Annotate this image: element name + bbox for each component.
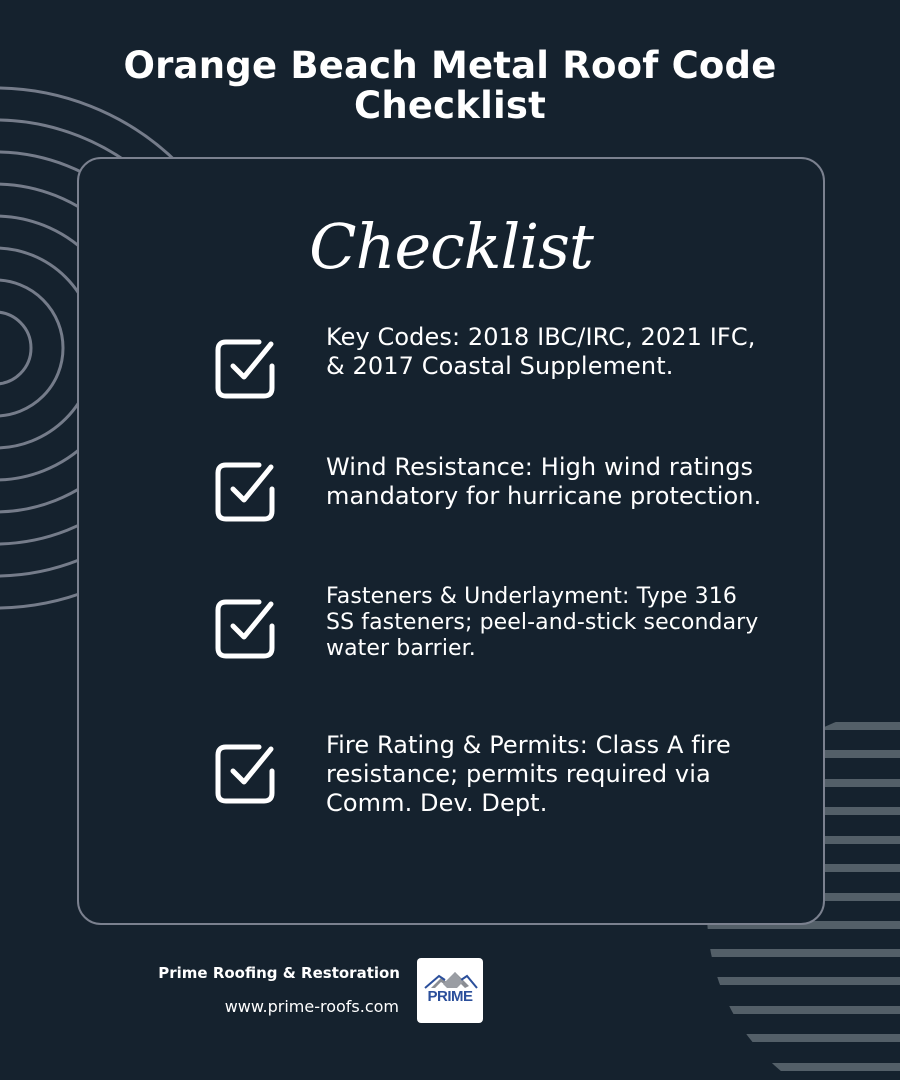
logo-text: PRIME bbox=[427, 988, 473, 1005]
company-logo bbox=[417, 958, 483, 1023]
title-line-2: Checklist bbox=[353, 84, 546, 127]
checklist-item-text: Wind Resistance: High wind ratings mandatory for hurricane protection. bbox=[326, 453, 762, 510]
page-title bbox=[0, 46, 900, 126]
checkbox-checked-icon bbox=[214, 743, 276, 805]
checklist-card bbox=[77, 157, 825, 925]
checklist-item-text: Key Codes: 2018 IBC/IRC, 2021 IFC, & 2017 Coastal Supplement. bbox=[326, 323, 756, 380]
checklist-item bbox=[214, 584, 774, 684]
checklist-item-text: Fire Rating & Permits: Class A fire resistance; permits required via Comm. Dev. Dept. bbox=[326, 731, 731, 817]
title-line-1: Orange Beach Metal Roof Code bbox=[123, 44, 777, 87]
company-website-link[interactable]: www.prime-roofs.com bbox=[224, 997, 399, 1016]
checkbox-checked-icon bbox=[214, 598, 276, 660]
checkbox-checked-icon bbox=[214, 338, 276, 400]
checklist-item bbox=[214, 453, 774, 553]
card-heading: Checklist bbox=[309, 210, 593, 283]
checklist-item-text: Fasteners & Underlayment: Type 316 SS fasteners; peel-and-stick secondary water barrier. bbox=[326, 584, 759, 661]
checklist-item bbox=[214, 323, 774, 423]
company-name: Prime Roofing & Restoration bbox=[158, 964, 400, 982]
checkbox-checked-icon bbox=[214, 461, 276, 523]
checklist-item bbox=[214, 731, 774, 831]
